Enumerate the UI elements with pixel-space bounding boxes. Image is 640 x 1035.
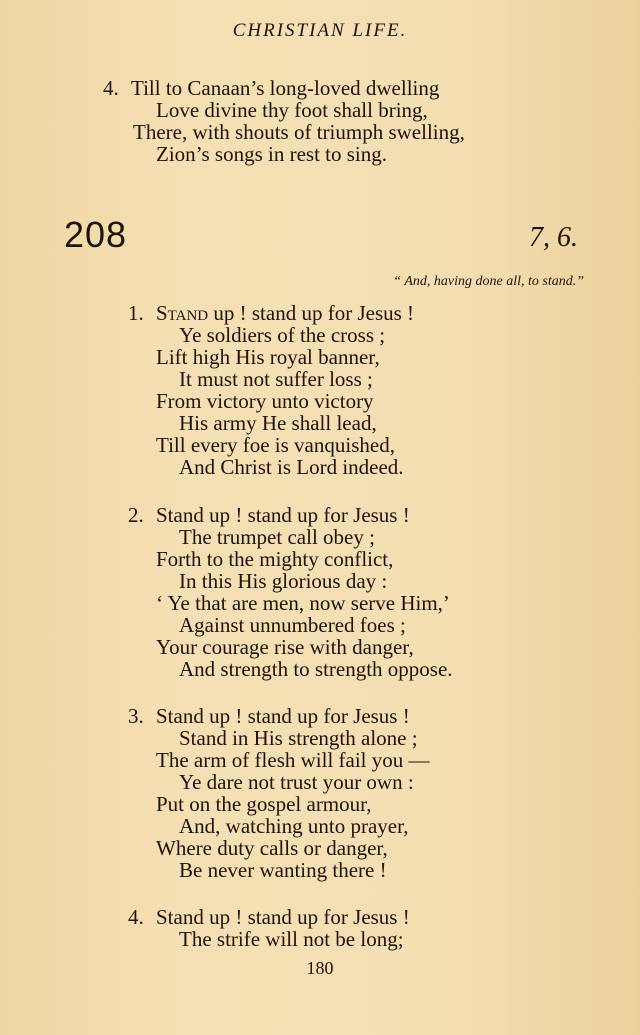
verse-line: Zion’s songs in rest to sing. [156, 142, 388, 166]
verse-line: The arm of flesh will fail you — [156, 748, 430, 772]
verse-line: And Christ is Lord indeed. [179, 455, 404, 479]
verse-line: The trumpet call obey ; [179, 525, 375, 549]
verse-first-rest: up ! stand up for Jesus ! [208, 301, 415, 325]
verse-line: And strength to strength oppose. [179, 657, 453, 681]
verse-line: His army He shall lead, [179, 411, 377, 435]
verse-line: And, watching unto prayer, [179, 814, 409, 838]
verse-line: Ye dare not trust your own : [179, 770, 414, 794]
verse-line: Stand up ! stand up for Jesus ! [156, 503, 410, 527]
verse-line: Put on the gospel armour, [156, 792, 372, 816]
hymn-number: 208 [64, 214, 128, 255]
hymn-epigraph: “ And, having done all, to stand.” [393, 274, 584, 289]
verse-line: Love divine thy foot shall bring, [156, 98, 428, 122]
verse-line: Your courage rise with danger, [156, 635, 414, 659]
verse-line: In this His glorious day : [179, 569, 388, 593]
verse-line: Be never wanting there ! [179, 858, 387, 882]
running-head: CHRISTIAN LIFE. [232, 20, 408, 41]
verse-line: Stand in His strength alone ; [179, 726, 418, 750]
verse-number: 4. [103, 76, 119, 100]
verse-line: Till to Canaan’s long-loved dwelling [131, 76, 440, 100]
verse-line: Stand up ! stand up for Jesus ! [156, 704, 410, 728]
verse-line: It must not suffer loss ; [179, 367, 373, 391]
verse-number: 1. [128, 301, 144, 325]
verse-number: 2. [128, 503, 144, 527]
verse-line: The strife will not be long; [179, 927, 404, 951]
verse-line: There, with shouts of triumph swelling, [133, 120, 465, 144]
verse-number: 3. [128, 704, 144, 728]
verse-line: ‘ Ye that are men, now serve Him,’ [156, 591, 450, 615]
hymn-meter: 7, 6. [529, 222, 578, 253]
verse-line: Stand up ! stand up for Jesus ! [156, 905, 410, 929]
page-number: 180 [306, 958, 334, 978]
verse-line: From victory unto victory [156, 389, 374, 413]
verse-line: Forth to the mighty conflict, [156, 547, 394, 571]
verse-first-line [156, 302, 414, 324]
verse-line: Lift high His royal banner, [156, 345, 380, 369]
verse-line: Where duty calls or danger, [156, 836, 388, 860]
verse-line: Against unnumbered foes ; [179, 613, 406, 637]
verse-first-word: Stand [156, 301, 209, 325]
verse-number: 4. [128, 905, 144, 929]
verse-line: Ye soldiers of the cross ; [179, 323, 386, 347]
verse-line: Till every foe is vanquished, [156, 433, 395, 457]
